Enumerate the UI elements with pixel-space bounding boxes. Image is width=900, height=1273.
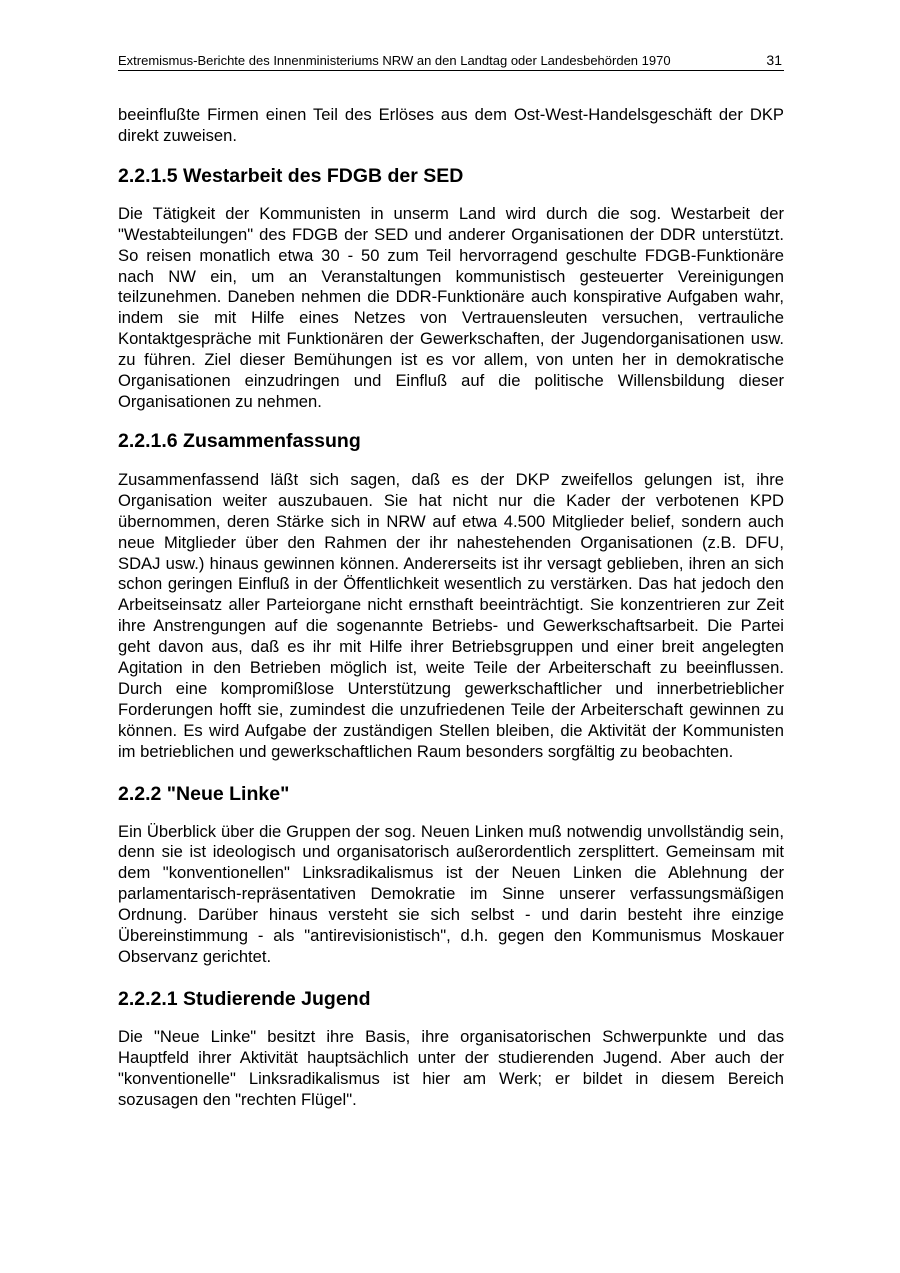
section-heading-neue-linke: 2.2.2 "Neue Linke" — [118, 782, 290, 805]
running-header — [118, 52, 784, 71]
section-heading-zusammenfassung: 2.2.1.6 Zusammenfassung — [118, 429, 361, 452]
section-paragraph-neue-linke: Ein Überblick über die Gruppen der sog. Neuen Linken muß notwendig unvollständig sein, denn sie ist ideologisch und organisatorisch außerordentlich zersplittert. Gemeinsam mit dem "konventionellen" Linksradikalismus ist der Neuen Linken die Ablehnung der parlamentarisch-repräsentativen Demokratie im Sinne unserer verfassungsmäßigen Ordnung. Darüber hinaus versteht sie sich selbst - und darin besteht ihre einzige Übereinstimmung - als "antirevisionistisch", d.h. gegen den Kommunismus Moskauer Observanz gerichtet. — [118, 821, 784, 966]
section-heading-studierende-jugend: 2.2.2.1 Studierende Jugend — [118, 987, 371, 1010]
header-title: Extremismus-Berichte des Innenministeriums NRW an den Landtag oder Landesbehörden 1970 — [118, 53, 671, 68]
page-number: 31 — [766, 52, 782, 68]
section-paragraph-westarbeit: Die Tätigkeit der Kommunisten in unserm Land wird durch die sog. Westarbeit der "Westabteilungen" des FDGB der SED und anderer Organisationen der DDR unterstützt. So reisen monatlich etwa 30 - 50 zum Teil hervorragend geschulte FDGB-Funktionäre nach NW ein, um an Veranstaltungen kommunistisch gesteuerter Vereinigungen teilzunehmen. Daneben nehmen die DDR-Funktionäre auch konspirative Aufgaben wahr, indem sie mit Hilfe eines Netzes von Vertrauensleuten versuchen, vertrauliche Kontaktgespräche mit Funktionären der Gewerkschaften, der Jugendorganisationen usw. zu führen. Ziel dieser Bemühungen ist es vor allem, von unten her in demokratische Organisationen einzudringen und Einfluß auf die politische Willensbildung dieser Organisationen zu nehmen. — [118, 203, 784, 411]
section-paragraph-zusammenfassung: Zusammenfassend läßt sich sagen, daß es der DKP zweifellos gelungen ist, ihre Organisation weiter auszubauen. Sie hat nicht nur die Kader der verbotenen KPD übernommen, deren Stärke sich in NRW auf etwa 4.500 Mitglieder belief, sondern auch neue Mitglieder über den Rahmen der ihr nahestehenden Organisationen (z.B. DFU, SDAJ usw.) hinaus gewinnen können. Andererseits ist ihr versagt geblieben, ihren an sich schon geringen Einfluß in der Öffentlichkeit wesentlich zu verstärken. Das hat jedoch den Arbeitseinsatz aller Parteiorgane nicht ernsthaft beeinträchtigt. Sie konzentrieren zur Zeit ihre Anstrengungen auf die sogenannte Betriebs- und Gewerkschaftsarbeit. Die Partei geht davon aus, daß es ihr mit Hilfe ihrer Betriebsgruppen und einer breit angelegten Agitation in den Betrieben möglich ist, weite Teile der Arbeiterschaft zu beeinflussen. Durch eine kompromißlose Unterstützung gewerkschaftlicher und innerbetrieblicher Forderungen hofft sie, zumindest die unzufriedenen Teile der Arbeiterschaft gewinnen zu können. Es wird Aufgabe der zuständigen Stellen bleiben, die Aktivität der Kommunisten im betrieblichen und gewerkschaftlichen Raum besonders sorgfältig zu beobachten. — [118, 469, 784, 761]
intro-paragraph: beeinflußte Firmen einen Teil des Erlöses aus dem Ost-West-Handelsgeschäft der DKP direkt zuweisen. — [118, 105, 784, 145]
section-heading-westarbeit: 2.2.1.5 Westarbeit des FDGB der SED — [118, 164, 464, 187]
document-page — [118, 52, 784, 1111]
section-paragraph-studierende-jugend: Die "Neue Linke" besitzt ihre Basis, ihre organisatorischen Schwerpunkte und das Hauptfeld ihrer Aktivität hauptsächlich unter der studierenden Jugend. Aber auch der "konventionelle" Linksradikalismus ist hier am Werk; er bildet in diesem Bereich sozusagen den "rechten Flügel". — [118, 1026, 784, 1109]
